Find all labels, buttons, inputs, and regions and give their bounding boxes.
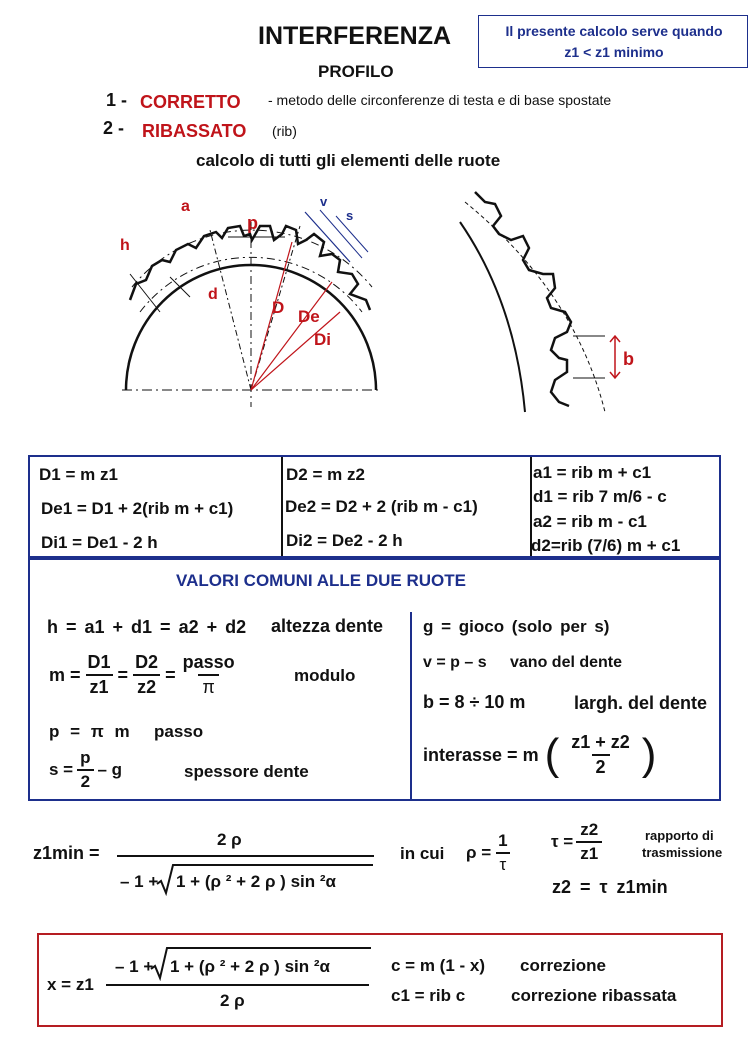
formula-Di1: Di1 = De1 - 2 h — [41, 533, 158, 552]
denominator: z1 — [86, 674, 113, 698]
formula-b: b = 8 ÷ 10 m — [423, 692, 526, 712]
interasse-lhs: interasse = m — [423, 744, 539, 765]
label-D: D — [272, 298, 285, 317]
formula-p: p = π m — [49, 722, 130, 741]
x-lhs: x = z1 — [47, 975, 94, 994]
numerator: D2 — [135, 652, 159, 672]
formula-table — [28, 455, 721, 558]
formula-rho — [466, 831, 515, 875]
note-line-2: z1 < z1 minimo — [564, 44, 664, 60]
equals-sign: = — [165, 664, 176, 685]
formula-De1: De1 = D1 + 2(rib m + c1) — [41, 499, 234, 518]
fraction-passo-pi — [179, 652, 239, 698]
m-lhs: m = — [49, 664, 81, 685]
formula-z2: z2 = τ z1min — [552, 877, 668, 897]
zmin-denominator-prefix: – 1 + — [120, 872, 159, 891]
tau-description-1: rapporto di — [645, 828, 714, 843]
formula-p-description: passo — [154, 722, 204, 741]
formula-a2: a2 = rib m - c1 — [533, 512, 647, 531]
x-fraction-bar — [106, 984, 369, 986]
label-v: v — [320, 194, 328, 209]
calc-line: calcolo di tutti gli elementi delle ruote — [196, 151, 501, 170]
formula-d1: d1 = rib 7 m/6 - c — [533, 487, 667, 506]
gear-profile-diagram — [100, 182, 400, 412]
formula-h: h = a1 + d1 = a2 + d2 — [47, 617, 247, 637]
x-radicand: 1 + (ρ ² + 2 ρ ) sin ²α — [170, 957, 330, 976]
zmin-radicand: 1 + (ρ ² + 2 ρ ) sin ²α — [176, 872, 336, 891]
fraction-1-tau — [494, 831, 511, 875]
label-s: s — [346, 208, 354, 223]
x-denominator: 2 ρ — [220, 991, 245, 1010]
label-a: a — [181, 198, 190, 215]
label-p: p — [247, 213, 258, 233]
formula-h-description: altezza dente — [271, 616, 384, 636]
formula-a1: a1 = rib m + c1 — [533, 463, 652, 482]
zmin-fraction-bar — [117, 855, 374, 857]
formula-De2: De2 = D2 + 2 (rib m - c1) — [285, 497, 478, 516]
fraction-p-2 — [76, 748, 94, 792]
common-values-title: VALORI COMUNI ALLE DUE RUOTE — [176, 571, 466, 590]
numerator: z1 + z2 — [571, 732, 630, 752]
formula-interasse — [423, 730, 656, 780]
left-paren: ( — [544, 730, 560, 779]
item-1-label: CORRETTO — [140, 92, 241, 112]
label-De: De — [298, 307, 320, 326]
numerator: p — [80, 748, 91, 767]
formula-c1-description: correzione ribassata — [511, 986, 677, 1005]
note-box — [478, 15, 748, 68]
zmin-lhs: z1min = — [33, 843, 100, 863]
common-values-panel — [28, 558, 721, 801]
formula-tau — [551, 820, 605, 864]
formula-D1: D1 = m z1 — [39, 465, 118, 484]
subtitle: PROFILO — [318, 62, 394, 81]
rho-lhs: ρ = — [466, 843, 492, 862]
panel-divider — [410, 612, 412, 799]
fraction-D2-z2 — [131, 652, 162, 698]
formula-D2: D2 = m z2 — [286, 465, 365, 484]
item-1-number: 1 - — [106, 90, 128, 110]
item-2-description: (rib) — [272, 123, 297, 139]
numerator: D1 — [87, 652, 111, 672]
formula-d2: d2=rib (7/6) m + c1 — [531, 536, 681, 555]
formula-v: v = p – s — [423, 654, 487, 671]
right-paren: ) — [641, 730, 657, 779]
denominator: 2 — [77, 769, 94, 792]
formula-v-description: vano del dente — [510, 654, 623, 671]
label-d: d — [208, 286, 218, 303]
formula-Di2: Di2 = De2 - 2 h — [286, 531, 403, 550]
equals-sign: = — [117, 664, 129, 685]
formula-b-description: largh. del dente — [574, 693, 708, 713]
formula-c-description: correzione — [520, 956, 606, 975]
s-rest: – g — [97, 760, 123, 779]
numerator: 1 — [498, 831, 508, 850]
numerator: z2 — [580, 820, 599, 839]
formula-c: c = m (1 - x) — [391, 956, 486, 975]
denominator: z2 — [133, 674, 160, 698]
s-lhs: s = — [49, 760, 74, 779]
tau-description-2: trasmissione — [642, 845, 723, 860]
formula-m-description: modulo — [294, 666, 356, 685]
page-title: INTERFERENZA — [258, 22, 452, 50]
formula-s — [49, 748, 122, 792]
denominator: τ — [496, 852, 511, 875]
formula-s-description: spessore dente — [184, 762, 309, 781]
denominator: 2 — [592, 754, 610, 778]
zmin-numerator: 2 ρ — [217, 830, 242, 849]
label-h: h — [120, 237, 130, 254]
x-numerator-prefix: – 1 + — [115, 957, 154, 976]
denominator: π — [198, 674, 218, 698]
formula-g: g = gioco (solo per s) — [423, 617, 610, 636]
denominator: z1 — [576, 841, 602, 864]
note-line-1: Il presente calcolo serve quando — [505, 23, 723, 39]
formula-m — [49, 652, 242, 698]
internal-gear-diagram — [455, 182, 655, 417]
formula-c1: c1 = rib c — [391, 986, 466, 1005]
item-2-label: RIBASSATO — [142, 121, 247, 141]
label-b: b — [623, 349, 634, 369]
in-cui-label: in cui — [400, 844, 445, 863]
numerator: passo — [182, 652, 235, 672]
fraction-z1z2-2 — [567, 732, 634, 778]
table-divider — [281, 457, 283, 556]
item-2-number: 2 - — [103, 118, 125, 138]
correction-box — [37, 933, 723, 1027]
label-Di: Di — [314, 330, 331, 349]
tau-lhs: τ = — [551, 832, 574, 851]
item-1-description: - metodo delle circonferenze di testa e di base spostate — [268, 92, 612, 108]
fraction-z2-z1 — [576, 820, 602, 864]
fraction-D1-z1 — [84, 652, 115, 698]
